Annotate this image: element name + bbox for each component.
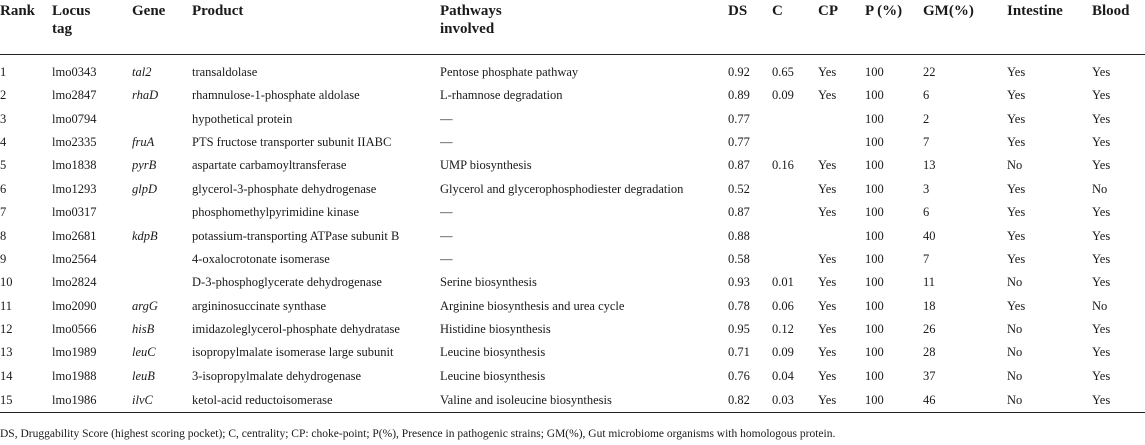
cell-product: potassium-transporting ATPase subunit B [192, 228, 400, 243]
cell-rank: 5 [0, 158, 7, 173]
header-gene: Gene [132, 0, 192, 55]
cell-cp: Yes [818, 322, 837, 337]
header-pathways-label: Pathways involved [440, 3, 502, 37]
cell-rank: 4 [0, 134, 7, 149]
cell-pathway: Pentose phosphate pathway [440, 65, 579, 79]
cell-product: isopropylmalate isomerase large subunit [192, 345, 394, 360]
cell-pathway: — [440, 111, 453, 126]
header-cp: CP [818, 0, 865, 55]
cell-rank: 11 [0, 298, 13, 313]
cell-gene [132, 201, 192, 224]
cell-rank: 10 [0, 275, 13, 290]
cell-locus: lmo1293 [52, 181, 97, 196]
cell-c: 0.04 [772, 368, 794, 383]
cell-intestine: No [1007, 322, 1023, 337]
cell-intestine: Yes [1007, 111, 1026, 126]
cell-p: 100 [865, 368, 884, 383]
cell-gm: 6 [923, 205, 930, 220]
cell-pathway: — [440, 205, 453, 220]
cell-cp [818, 131, 865, 154]
table-row [0, 341, 1145, 364]
header-pathways [440, 0, 728, 55]
cell-cp: Yes [818, 275, 837, 290]
cell-product: D-3-phosphoglycerate dehydrogenase [192, 275, 382, 290]
cell-ds: 0.93 [728, 275, 750, 290]
cell-product: PTS fructose transporter subunit IIABC [192, 134, 392, 149]
cell-product: rhamnulose-1-phosphate aldolase [192, 88, 360, 103]
header-locus-tag-label: Locus tag [52, 3, 91, 37]
cell-intestine: No [1007, 275, 1023, 290]
cell-intestine: Yes [1007, 88, 1026, 103]
cell-locus: lmo1838 [52, 158, 97, 173]
cell-c [772, 201, 818, 224]
cell-product: ketol-acid reductoisomerase [192, 388, 440, 413]
cell-product: 4-oxalocrotonate isomerase [192, 251, 330, 266]
cell-product: imidazoleglycerol-phosphate dehydratase [192, 322, 400, 337]
cell-c: 0.01 [772, 275, 794, 290]
cell-c [772, 107, 818, 130]
cell-p: 100 [865, 111, 884, 126]
cell-c: 0.09 [772, 345, 794, 360]
cell-gm: 22 [923, 65, 936, 79]
header-gm: GM(%) [923, 0, 1007, 55]
cell-cp [818, 107, 865, 130]
cell-gm: 40 [923, 228, 936, 243]
table-row [0, 131, 1145, 154]
cell-locus: lmo0566 [52, 322, 97, 337]
cell-c: 0.06 [772, 298, 794, 313]
header-rank: Rank [0, 0, 52, 55]
cell-blood: Yes [1092, 388, 1145, 413]
cell-blood: Yes [1092, 205, 1111, 220]
cell-c: 0.09 [772, 88, 794, 103]
cell-ds: 0.77 [728, 111, 750, 126]
cell-c: 0.12 [772, 322, 794, 337]
cell-locus: lmo1986 [52, 388, 132, 413]
table-row [0, 154, 1145, 177]
cell-c: 0.65 [772, 65, 794, 79]
cell-locus: lmo2824 [52, 275, 97, 290]
cell-gm: 6 [923, 88, 930, 103]
cell-rank: 15 [0, 388, 52, 413]
cell-p: 100 [865, 228, 884, 243]
cell-gene: leuC [132, 345, 156, 360]
cell-intestine: No [1007, 158, 1023, 173]
cell-p: 100 [865, 158, 884, 173]
cell-blood: No [1092, 298, 1108, 313]
cell-gene: rhaD [132, 88, 159, 103]
header-blood: Blood [1092, 0, 1145, 55]
cell-ds: 0.71 [728, 345, 750, 360]
cell-ds: 0.58 [728, 251, 750, 266]
cell-intestine: No [1007, 368, 1023, 383]
cell-c [772, 131, 818, 154]
cell-ds: 0.52 [728, 181, 750, 196]
cell-pathway: Leucine biosynthesis [440, 345, 546, 360]
cell-locus: lmo0343 [52, 65, 97, 79]
cell-rank: 7 [0, 205, 7, 220]
cell-locus: lmo2090 [52, 298, 97, 313]
cell-intestine: No [1007, 345, 1023, 360]
cell-gm: 46 [923, 388, 1007, 413]
table-row [0, 84, 1145, 107]
cell-p: 100 [865, 88, 884, 103]
cell-gm: 26 [923, 322, 936, 337]
header-product: Product [192, 0, 440, 55]
cell-pathway: Valine and isoleucine biosynthesis [440, 388, 728, 413]
cell-rank: 9 [0, 251, 7, 266]
cell-ds: 0.87 [728, 205, 750, 220]
table-body [0, 55, 1145, 413]
cell-intestine: Yes [1007, 65, 1026, 79]
cell-gene: argG [132, 298, 158, 313]
cell-gene: fruA [132, 134, 155, 149]
cell-gene: glpD [132, 181, 157, 196]
cell-ds: 0.87 [728, 158, 750, 173]
cell-pathway: Serine biosynthesis [440, 275, 537, 290]
cell-p: 100 [865, 345, 884, 360]
cell-gene: leuB [132, 368, 155, 383]
cell-gene: kdpB [132, 228, 158, 243]
cell-rank: 13 [0, 345, 13, 360]
cell-gene: hisB [132, 322, 155, 337]
cell-blood: Yes [1092, 368, 1111, 383]
cell-intestine: No [1007, 388, 1092, 413]
cell-c [772, 224, 818, 247]
cell-c: 0.03 [772, 388, 818, 413]
cell-blood: Yes [1092, 345, 1111, 360]
cell-ds: 0.77 [728, 134, 750, 149]
cell-blood: Yes [1092, 111, 1111, 126]
cell-pathway: L-rhamnose degradation [440, 88, 563, 103]
cell-p: 100 [865, 251, 884, 266]
cell-p: 100 [865, 205, 884, 220]
cell-c [772, 248, 818, 271]
cell-rank: 2 [0, 88, 7, 103]
cell-intestine: Yes [1007, 181, 1026, 196]
table-row [0, 248, 1145, 271]
cell-pathway: — [440, 134, 453, 149]
cell-cp [818, 224, 865, 247]
cell-blood: Yes [1092, 275, 1111, 290]
table-row [0, 365, 1145, 388]
cell-pathway: Histidine biosynthesis [440, 322, 551, 337]
cell-ds: 0.95 [728, 322, 750, 337]
cell-p: 100 [865, 388, 923, 413]
cell-ds: 0.82 [728, 388, 772, 413]
table-row [0, 107, 1145, 130]
table-row [0, 201, 1145, 224]
cell-locus: lmo2335 [52, 134, 97, 149]
cell-locus: lmo2847 [52, 88, 97, 103]
cell-product: phosphomethylpyrimidine kinase [192, 205, 359, 220]
table-footnote: DS, Druggability Score (highest scoring pocket); C, centrality; CP: choke-point; P(%), Presence in pathogenic strains; GM(%), Gut microbiome organisms with homologous protein. [0, 428, 836, 440]
cell-pathway: — [440, 228, 453, 243]
cell-product: hypothetical protein [192, 111, 293, 126]
cell-ds: 0.78 [728, 298, 750, 313]
table-row [0, 318, 1145, 341]
cell-cp: Yes [818, 65, 837, 79]
cell-gm: 28 [923, 345, 936, 360]
cell-cp: Yes [818, 345, 837, 360]
cell-gene [132, 248, 192, 271]
cell-gm: 7 [923, 134, 930, 149]
cell-rank: 12 [0, 322, 13, 337]
cell-gene: tal2 [132, 65, 152, 79]
cell-ds: 0.92 [728, 65, 750, 79]
cell-pathway: Leucine biosynthesis [440, 368, 546, 383]
cell-product: transaldolase [192, 65, 258, 79]
cell-p: 100 [865, 275, 884, 290]
cell-product: aspartate carbamoyltransferase [192, 158, 347, 173]
cell-gm: 13 [923, 158, 936, 173]
cell-cp: Yes [818, 158, 837, 173]
cell-blood: Yes [1092, 322, 1111, 337]
cell-locus: lmo2681 [52, 228, 97, 243]
cell-blood: Yes [1092, 228, 1111, 243]
table-row [0, 178, 1145, 201]
cell-gm: 7 [923, 251, 930, 266]
cell-gene [132, 271, 192, 294]
cell-rank: 8 [0, 228, 7, 243]
cell-p: 100 [865, 322, 884, 337]
cell-locus: lmo2564 [52, 251, 97, 266]
cell-rank: 14 [0, 368, 13, 383]
cell-intestine: Yes [1007, 205, 1026, 220]
table-row [0, 224, 1145, 247]
cell-p: 100 [865, 181, 884, 196]
header-locus-tag [52, 0, 132, 55]
cell-blood: No [1092, 181, 1108, 196]
cell-locus: lmo1989 [52, 345, 97, 360]
header-ds: DS [728, 0, 772, 55]
cell-blood: Yes [1092, 158, 1111, 173]
header-intestine: Intestine [1007, 0, 1092, 55]
cell-gm: 11 [923, 275, 936, 290]
cell-locus: lmo0794 [52, 111, 97, 126]
cell-rank: 6 [0, 181, 7, 196]
cell-ds: 0.89 [728, 88, 750, 103]
cell-c [772, 178, 818, 201]
cell-intestine: Yes [1007, 298, 1026, 313]
cell-gm: 3 [923, 181, 930, 196]
cell-pathway: — [440, 251, 453, 266]
cell-locus: lmo1988 [52, 368, 97, 383]
cell-blood: Yes [1092, 88, 1111, 103]
header-p: P (%) [865, 0, 923, 55]
table-row [0, 55, 1145, 85]
cell-gene: ilvC [132, 388, 192, 413]
cell-product: argininosuccinate synthase [192, 298, 327, 313]
cell-cp: Yes [818, 181, 837, 196]
cell-blood: Yes [1092, 251, 1111, 266]
table-row [0, 295, 1145, 318]
cell-gene: pyrB [132, 158, 157, 173]
cell-blood: Yes [1092, 65, 1111, 79]
cell-p: 100 [865, 65, 884, 79]
cell-product: 3-isopropylmalate dehydrogenase [192, 368, 362, 383]
cell-cp: Yes [818, 88, 837, 103]
table-row [0, 271, 1145, 294]
cell-cp: Yes [818, 368, 837, 383]
cell-locus: lmo0317 [52, 205, 97, 220]
cell-intestine: Yes [1007, 251, 1026, 266]
cell-gm: 2 [923, 111, 930, 126]
cell-product: glycerol-3-phosphate dehydrogenase [192, 181, 377, 196]
cell-c: 0.16 [772, 158, 794, 173]
cell-cp: Yes [818, 388, 865, 413]
cell-ds: 0.88 [728, 228, 750, 243]
table-header-row [0, 0, 1145, 55]
cell-rank: 1 [0, 65, 7, 79]
cell-gm: 37 [923, 368, 936, 383]
cell-ds: 0.76 [728, 368, 750, 383]
header-c: C [772, 0, 818, 55]
cell-p: 100 [865, 298, 884, 313]
table-row [0, 388, 1145, 413]
cell-pathway: Glycerol and glycerophosphodiester degradation [440, 181, 684, 196]
cell-gm: 18 [923, 298, 936, 313]
cell-gene [132, 107, 192, 130]
cell-blood: Yes [1092, 134, 1111, 149]
cell-intestine: Yes [1007, 134, 1026, 149]
cell-cp: Yes [818, 251, 837, 266]
cell-cp: Yes [818, 298, 837, 313]
cell-rank: 3 [0, 111, 7, 126]
cell-intestine: Yes [1007, 228, 1026, 243]
cell-cp: Yes [818, 205, 837, 220]
cell-pathway: Arginine biosynthesis and urea cycle [440, 298, 625, 313]
cell-pathway: UMP biosynthesis [440, 158, 532, 173]
cell-p: 100 [865, 134, 884, 149]
